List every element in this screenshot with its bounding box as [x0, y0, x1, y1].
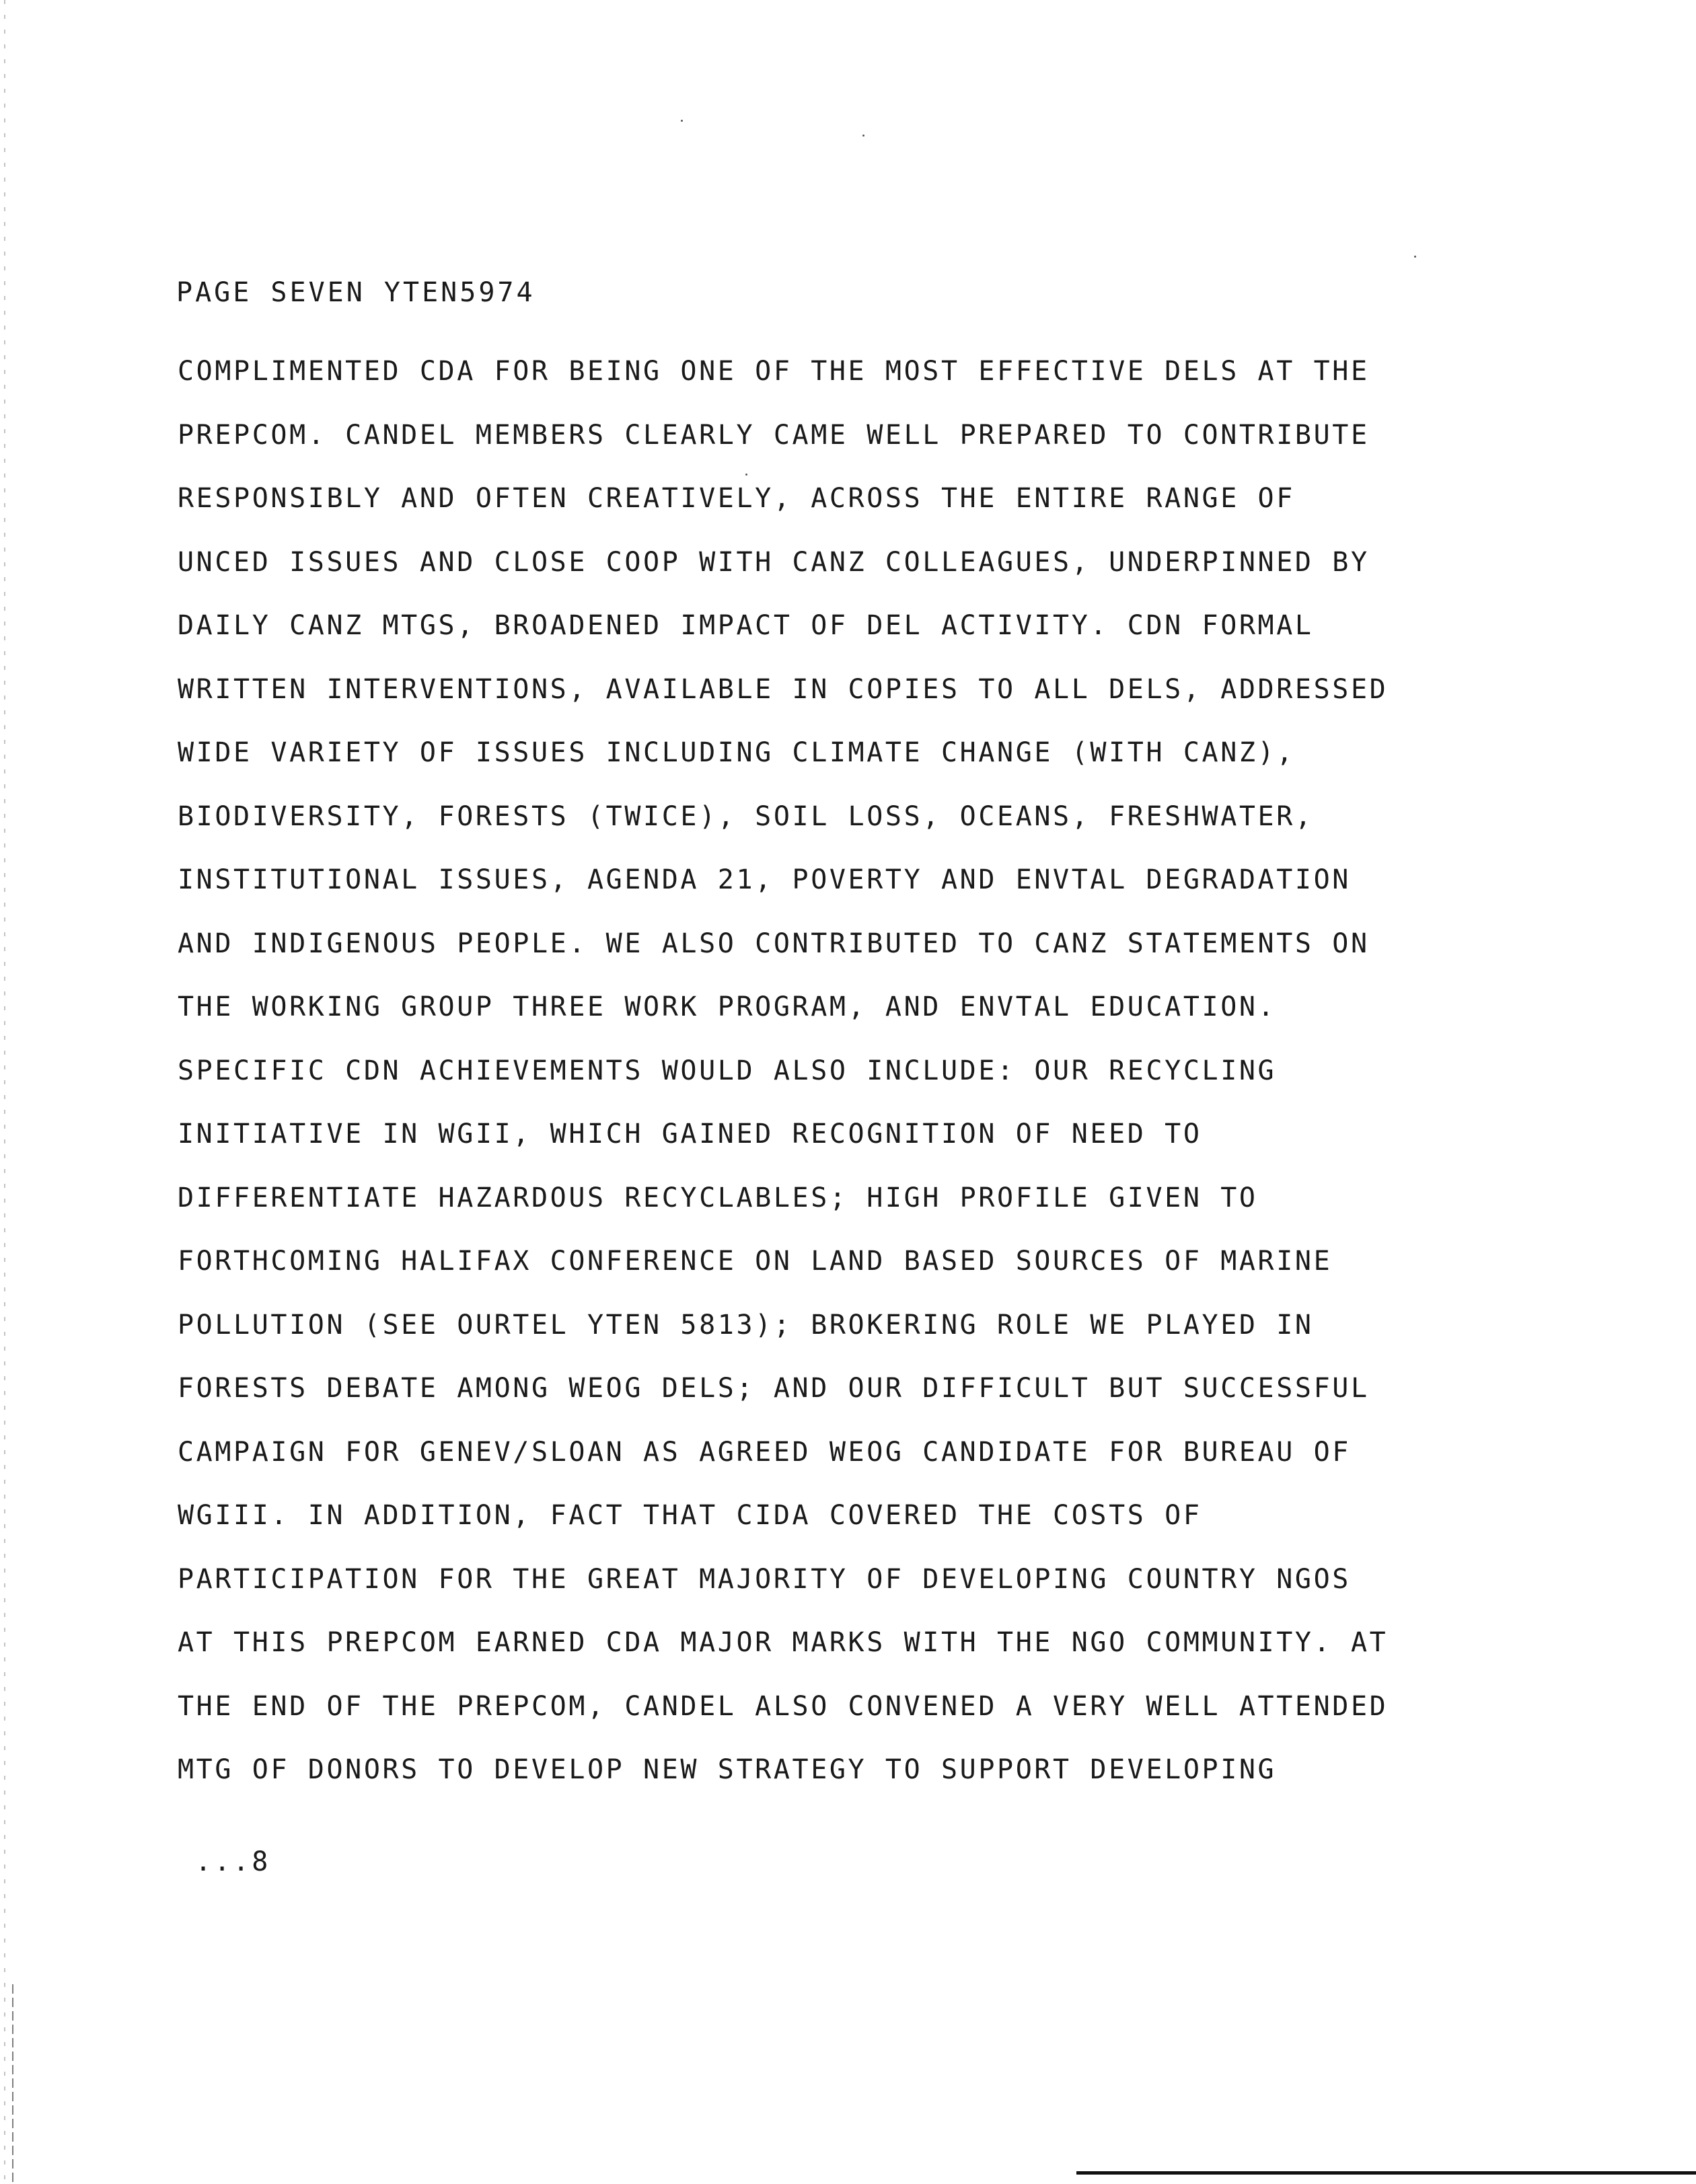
text-line: BIODIVERSITY, FORESTS (TWICE), SOIL LOSS, OCEANS, FRESHWATER,: [178, 800, 1314, 832]
text-line: CAMPAIGN FOR GENEV/SLOAN AS AGREED WEOG CANDIDATE FOR BUREAU OF: [178, 1436, 1351, 1468]
text-line: DIFFERENTIATE HAZARDOUS RECYCLABLES; HIGH PROFILE GIVEN TO: [178, 1182, 1258, 1213]
text-line: THE WORKING GROUP THREE WORK PROGRAM, AND ENVTAL EDUCATION.: [178, 991, 1277, 1022]
scan-speck: [1414, 256, 1416, 258]
text-line: SPECIFIC CDN ACHIEVEMENTS WOULD ALSO INCLUDE: OUR RECYCLING: [178, 1055, 1277, 1086]
bottom-rule: [1076, 2171, 1696, 2175]
text-line: INITIATIVE IN WGII, WHICH GAINED RECOGNITION OF NEED TO: [178, 1119, 1202, 1150]
continuation-marker: ...8: [195, 1846, 271, 1877]
body-text: [178, 340, 1523, 1802]
text-line: INSTITUTIONAL ISSUES, AGENDA 21, POVERTY AND ENVTAL DEGRADATION: [178, 864, 1351, 895]
page-header: PAGE SEVEN YTEN5974: [176, 277, 536, 308]
text-line: PREPCOM. CANDEL MEMBERS CLEARLY CAME WELL PREPARED TO CONTRIBUTE: [178, 419, 1370, 451]
text-line: WIDE VARIETY OF ISSUES INCLUDING CLIMATE CHANGE (WITH CANZ),: [178, 737, 1295, 768]
scan-speck: [681, 120, 683, 122]
text-line: WGIII. IN ADDITION, FACT THAT CIDA COVERED THE COSTS OF: [178, 1500, 1202, 1531]
text-line: DAILY CANZ MTGS, BROADENED IMPACT OF DEL ACTIVITY. CDN FORMAL: [178, 610, 1314, 641]
text-line: UNCED ISSUES AND CLOSE COOP WITH CANZ COLLEAGUES, UNDERPINNED BY: [178, 546, 1370, 578]
text-line: PARTICIPATION FOR THE GREAT MAJORITY OF DEVELOPING COUNTRY NGOS: [178, 1563, 1351, 1595]
text-line: FORTHCOMING HALIFAX CONFERENCE ON LAND BASED SOURCES OF MARINE: [178, 1246, 1333, 1277]
text-line: THE END OF THE PREPCOM, CANDEL ALSO CONVENED A VERY WELL ATTENDED: [178, 1690, 1389, 1722]
text-line: RESPONSIBLY AND OFTEN CREATIVELY, ACROSS THE ENTIRE RANGE OF: [178, 483, 1295, 514]
left-edge-binding-mark: [12, 1984, 13, 2184]
text-line: MTG OF DONORS TO DEVELOP NEW STRATEGY TO SUPPORT DEVELOPING: [178, 1754, 1277, 1785]
scan-speck: [862, 135, 864, 137]
text-line: AND INDIGENOUS PEOPLE. WE ALSO CONTRIBUTED TO CANZ STATEMENTS ON: [178, 928, 1370, 959]
text-line: WRITTEN INTERVENTIONS, AVAILABLE IN COPIES TO ALL DELS, ADDRESSED: [178, 673, 1389, 705]
left-edge-scan-mark: [4, 0, 5, 2184]
text-line: COMPLIMENTED CDA FOR BEING ONE OF THE MOST EFFECTIVE DELS AT THE: [178, 356, 1370, 387]
text-line: AT THIS PREPCOM EARNED CDA MAJOR MARKS WITH THE NGO COMMUNITY. AT: [178, 1627, 1389, 1658]
text-line: POLLUTION (SEE OURTEL YTEN 5813); BROKERING ROLE WE PLAYED IN: [178, 1309, 1314, 1341]
text-line: FORESTS DEBATE AMONG WEOG DELS; AND OUR DIFFICULT BUT SUCCESSFUL: [178, 1373, 1370, 1404]
